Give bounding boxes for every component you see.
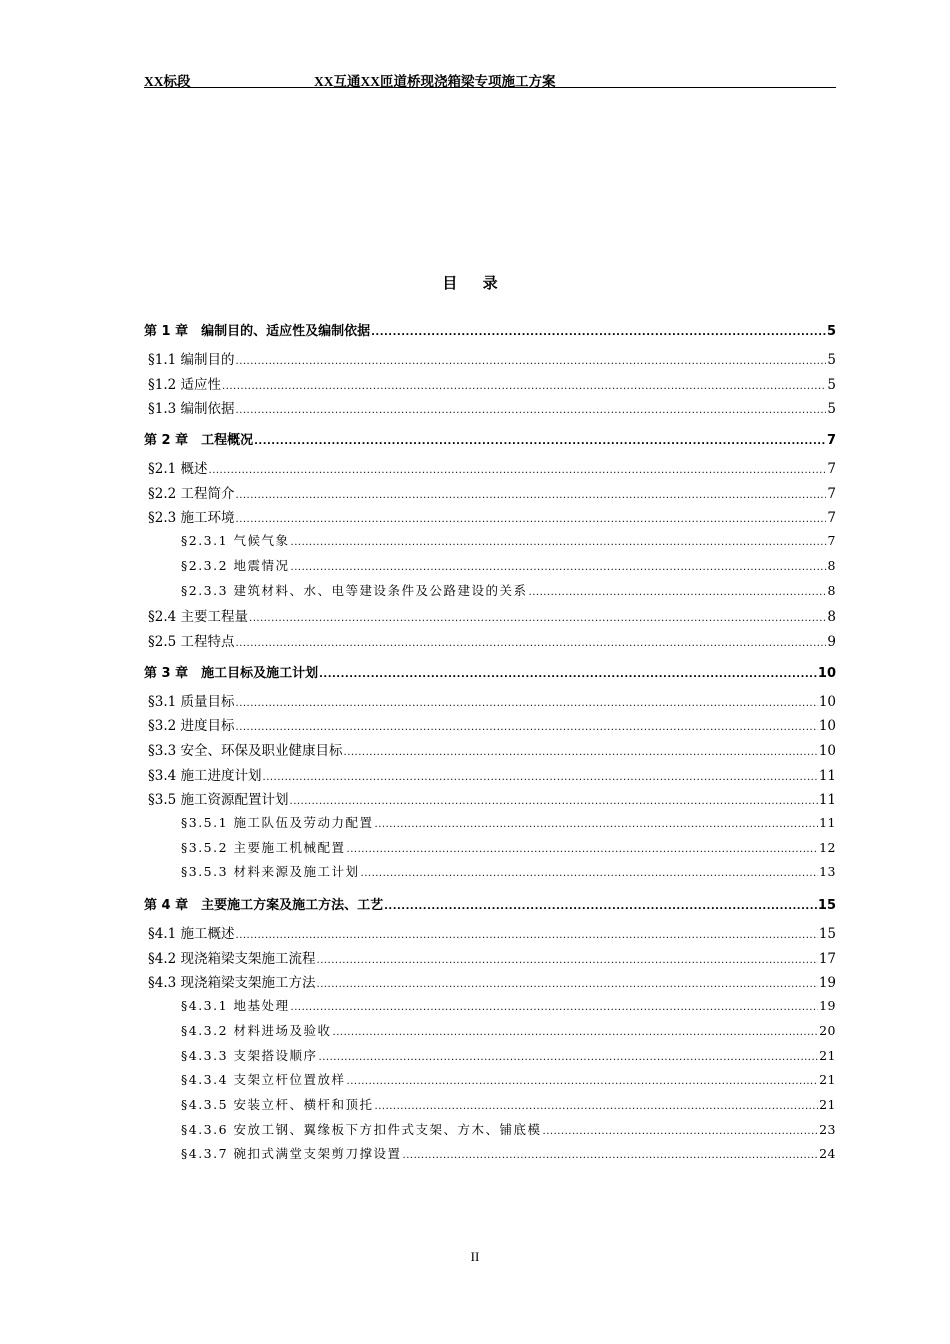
toc-entry-label: §3.5.3 材料来源及施工计划 [181, 864, 360, 880]
toc-section-entry[interactable] [144, 373, 836, 398]
toc-leader-dots [344, 747, 818, 758]
toc-subsection-entry[interactable] [144, 1070, 836, 1095]
toc-entry-label: §4.2 现浇箱梁支架施工流程 [148, 950, 316, 967]
toc-entry-page: 11 [818, 792, 836, 809]
toc-entry-label: §3.2 进度目标 [148, 718, 235, 735]
toc-section-entry[interactable] [144, 348, 836, 373]
toc-leader-dots [249, 613, 826, 624]
toc-entry-label: §3.5 施工资源配置计划 [148, 792, 289, 809]
toc-leader-dots [291, 1002, 819, 1013]
toc-leader-dots [236, 356, 827, 367]
toc-entry-label: 第 1 章 编制目的、适应性及编制依据 [144, 324, 371, 339]
toc-section-entry[interactable] [144, 947, 836, 972]
toc-entry-page: 8 [827, 557, 836, 573]
toc-subsection-entry[interactable] [144, 1120, 836, 1145]
toc-leader-dots [347, 1076, 819, 1087]
toc-entry-label: §2.3.2 地震情况 [181, 557, 290, 573]
toc-entry-label: §4.3.4 支架立杆位置放样 [181, 1072, 346, 1088]
page-number: II [470, 1249, 480, 1264]
toc-entry-label: §4.3.5 安装立杆、横杆和顶托 [181, 1096, 374, 1112]
toc-section-entry[interactable] [144, 482, 836, 507]
toc-entry-label: §1.3 编制依据 [148, 401, 235, 418]
toc-entry-label: §2.5 工程特点 [148, 633, 235, 650]
toc-subsection-entry[interactable] [144, 838, 836, 863]
toc-leader-dots [236, 698, 818, 709]
toc-leader-dots [361, 868, 819, 879]
toc-entry-label: §4.3.6 安放工钢、翼缘板下方扣件式支架、方木、铺底模 [181, 1121, 542, 1137]
toc-title: 目 录 [442, 274, 508, 292]
toc-entry-page: 10 [818, 742, 836, 759]
toc-leader-dots [319, 669, 817, 680]
toc-entry-page: 17 [818, 950, 836, 967]
toc-entry-page: 10 [818, 693, 836, 710]
toc-entry-label: §4.1 施工概述 [148, 926, 235, 943]
toc-entry-page: 10 [817, 665, 836, 681]
toc-entry-page: 15 [817, 898, 836, 914]
toc-entry-label: §2.2 工程简介 [148, 485, 235, 502]
toc-entry-page: 8 [827, 582, 836, 598]
toc-subsection-entry[interactable] [144, 813, 836, 838]
toc-entry-label: 第 2 章 工程概况 [144, 433, 254, 449]
toc-subsection-entry[interactable] [144, 1021, 836, 1046]
toc-chapter-entry[interactable] [144, 429, 836, 455]
toc-entry-label: §3.4 施工进度计划 [148, 767, 262, 784]
toc-section-entry[interactable] [144, 630, 836, 655]
toc-leader-dots [384, 901, 817, 912]
toc-leader-dots [403, 1150, 819, 1161]
toc-leader-dots [236, 930, 818, 941]
toc-subsection-entry[interactable] [144, 1144, 836, 1169]
toc-section-entry[interactable] [144, 397, 836, 422]
toc-subsection-entry[interactable] [144, 1095, 836, 1120]
toc-entry-label: §4.3.3 支架搭设顺序 [181, 1047, 318, 1063]
toc-section-entry[interactable] [144, 457, 836, 482]
toc-entry-label: §2.3.3 建筑材料、水、电等建设条件及公路建设的关系 [181, 582, 528, 598]
toc-section-entry[interactable] [144, 690, 836, 715]
toc-leader-dots [236, 638, 827, 649]
toc-entry-label: §3.5.1 施工队伍及劳动力配置 [181, 815, 374, 830]
toc-chapter-entry[interactable] [144, 894, 836, 920]
toc-chapter-entry[interactable] [144, 320, 836, 346]
header-document-title: XX互通XX匝道桥现浇箱梁专项施工方案 [314, 74, 556, 89]
toc-chapter-entry[interactable] [144, 662, 836, 688]
toc-entry-page: 13 [819, 864, 836, 880]
toc-entry-page: 11 [818, 767, 836, 784]
toc-leader-dots [371, 327, 826, 338]
toc-entry-page: 9 [827, 633, 836, 650]
toc-entry-label: §1.2 适应性 [148, 376, 222, 393]
toc-leader-dots [291, 537, 827, 548]
toc-entry-label: §2.3 施工环境 [148, 510, 235, 527]
toc-section-entry[interactable] [144, 714, 836, 739]
toc-leader-dots [236, 514, 827, 525]
toc-leader-dots [317, 979, 818, 990]
toc-subsection-entry[interactable] [144, 996, 836, 1021]
toc-entry-page: 15 [818, 926, 836, 943]
toc-entry-label: §3.5.2 主要施工机械配置 [181, 839, 346, 855]
toc-leader-dots [263, 772, 818, 783]
toc-leader-dots [319, 1052, 819, 1063]
toc-leader-dots [291, 562, 827, 573]
toc-section-entry[interactable] [144, 764, 836, 789]
toc-section-entry[interactable] [144, 605, 836, 630]
toc-leader-dots [543, 1126, 819, 1137]
toc-entry-label: §3.3 安全、环保及职业健康目标 [148, 742, 343, 759]
toc-subsection-entry[interactable] [144, 862, 836, 887]
toc-leader-dots [236, 722, 818, 733]
toc-entry-page: 7 [827, 510, 836, 527]
toc-entry-page: 21 [819, 1047, 836, 1063]
toc-entry-page: 24 [819, 1146, 836, 1162]
toc-subsection-entry[interactable] [144, 1046, 836, 1071]
toc-leader-dots [236, 490, 827, 501]
toc-entry-page: 7 [826, 433, 836, 449]
toc-entry-page: 20 [819, 1022, 836, 1038]
toc-entry-page: 5 [827, 352, 836, 368]
toc-entry-label: §4.3.2 材料进场及验收 [181, 1022, 332, 1038]
table-of-contents [144, 313, 836, 1169]
toc-entry-label: 第 3 章 施工目标及施工计划 [144, 665, 319, 681]
toc-entry-page: 19 [818, 975, 836, 992]
toc-section-entry[interactable] [144, 971, 836, 996]
toc-entry-page: 19 [819, 998, 836, 1014]
toc-entry-page: 5 [827, 401, 836, 418]
toc-entry-label: §4.3 现浇箱梁支架施工方法 [148, 975, 316, 992]
header-section-label: XX标段 [144, 74, 191, 89]
toc-subsection-entry[interactable] [144, 581, 836, 606]
toc-entry-page: 23 [819, 1121, 836, 1137]
toc-section-entry[interactable] [144, 922, 836, 947]
toc-leader-dots [290, 796, 818, 807]
toc-entry-page: 21 [819, 1096, 836, 1112]
toc-entry-label: §3.1 质量目标 [148, 693, 235, 710]
toc-leader-dots [347, 844, 819, 855]
toc-leader-dots [375, 1101, 819, 1112]
toc-leader-dots [375, 819, 819, 830]
toc-entry-page: 5 [826, 324, 836, 339]
toc-entry-page: 7 [827, 533, 836, 549]
toc-section-entry[interactable] [144, 739, 836, 764]
toc-leader-dots [529, 587, 827, 598]
toc-entry-page: 7 [827, 461, 836, 478]
toc-leader-dots [333, 1027, 819, 1038]
toc-entry-label: §2.3.1 气候气象 [181, 533, 290, 549]
toc-leader-dots [254, 436, 826, 447]
toc-subsection-entry[interactable] [144, 556, 836, 581]
toc-entry-label: §4.3.7 碗扣式满堂支架剪刀撑设置 [181, 1146, 402, 1162]
toc-entry-page: 7 [827, 485, 836, 502]
toc-entry-page: 11 [819, 815, 836, 830]
toc-leader-dots [317, 955, 818, 966]
toc-entry-page: 21 [819, 1072, 836, 1088]
toc-entry-label: §2.1 概述 [148, 461, 208, 478]
page-header [144, 70, 836, 88]
toc-entry-label: 第 4 章 主要施工方案及施工方法、工艺 [144, 898, 384, 914]
toc-subsection-entry[interactable] [144, 531, 836, 556]
toc-entry-label: §4.3.1 地基处理 [181, 998, 290, 1014]
toc-leader-dots [236, 405, 827, 416]
toc-leader-dots [222, 381, 826, 392]
toc-leader-dots [209, 465, 827, 476]
toc-section-entry[interactable] [144, 788, 836, 813]
toc-entry-label: §1.1 编制目的 [148, 352, 235, 368]
toc-entry-page: 12 [819, 839, 836, 855]
toc-entry-page: 5 [827, 376, 836, 393]
toc-entry-page: 8 [827, 609, 836, 626]
toc-entry-label: §2.4 主要工程量 [148, 609, 249, 626]
toc-entry-page: 10 [818, 718, 836, 735]
toc-section-entry[interactable] [144, 506, 836, 531]
